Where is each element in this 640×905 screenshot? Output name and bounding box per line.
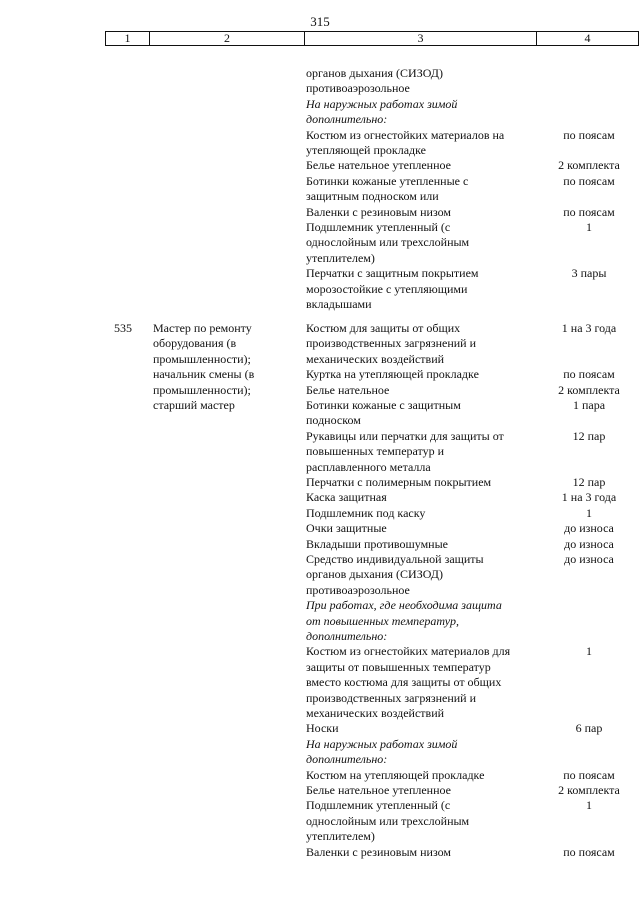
- issue-norm: 12 пар: [572, 428, 606, 443]
- protective-item: Подшлемник утепленный (с: [306, 220, 451, 234]
- protective-item: Подшлемник утепленный (с: [306, 798, 451, 813]
- issue-norm: 1: [586, 644, 592, 659]
- protective-item: Подшлемник под каску: [306, 505, 426, 520]
- protective-item: При работах, где необходима защита: [306, 598, 502, 613]
- protective-item: Куртка на утепляющей прокладке: [306, 367, 479, 382]
- protective-item: вкладышами: [306, 297, 372, 311]
- page-number: 315: [310, 14, 330, 29]
- protective-item: расплавленного металла: [306, 459, 431, 474]
- profession-name: промышленности);: [153, 351, 251, 366]
- profession-name: промышленности);: [153, 382, 251, 397]
- issue-norm: 2 комплекта: [558, 783, 620, 797]
- protective-item: защитным подноском или: [306, 189, 439, 204]
- protective-item: утеплителем): [306, 829, 375, 844]
- issue-norm: 1: [586, 798, 592, 813]
- protective-item: Перчатки с защитным покрытием: [306, 266, 479, 281]
- issue-norm: 12 пар: [572, 475, 606, 489]
- issue-norm: по поясам: [563, 127, 615, 142]
- issue-norm: 1 на 3 года: [561, 490, 617, 505]
- protective-item: утепляющей прокладке: [306, 143, 426, 157]
- protective-item: механических воздействий: [306, 351, 445, 366]
- protective-item: Ботинки кожаные утепленные с: [306, 173, 469, 188]
- issue-norm: до износа: [564, 536, 614, 551]
- protective-item: дополнительно:: [306, 629, 388, 643]
- issue-norm: по поясам: [563, 204, 615, 219]
- protective-item: органов дыхания (СИЗОД): [306, 567, 443, 582]
- protective-item: На наружных работах зимой: [306, 736, 458, 751]
- protective-item: морозостойкие с утепляющими: [306, 281, 468, 296]
- protective-item: Носки: [306, 721, 339, 736]
- issue-norm: 2 комплекта: [558, 382, 620, 397]
- protective-item: Костюм из огнестойких материалов для: [306, 644, 511, 659]
- issue-norm: до износа: [564, 552, 614, 566]
- issue-norm: 1 на 3 года: [561, 321, 617, 335]
- protective-item: Костюм на утепляющей прокладке: [306, 767, 485, 782]
- protective-item: однослойным или трехслойным: [306, 813, 470, 828]
- protective-item: Валенки с резиновым низом: [306, 844, 452, 859]
- issue-norm: 1: [586, 505, 592, 520]
- protective-item: Перчатки с полимерным покрытием: [306, 475, 492, 489]
- protective-item: Костюм из огнестойких материалов на: [306, 127, 505, 142]
- protective-item: Валенки с резиновым низом: [306, 204, 452, 219]
- protective-item: защиты от повышенных температур: [306, 659, 491, 674]
- protective-item: Белье нательное утепленное: [306, 158, 451, 173]
- protective-item: дополнительно:: [306, 752, 388, 767]
- issue-norm: 1 пара: [572, 398, 606, 412]
- issue-norm: по поясам: [563, 367, 615, 382]
- protective-item: Каска защитная: [306, 490, 387, 505]
- protective-item: Средство индивидуальной защиты: [306, 552, 484, 566]
- header-col-3: 3: [304, 31, 536, 46]
- protective-item: Белье нательное утепленное: [306, 783, 451, 797]
- issue-norm: до износа: [564, 521, 614, 536]
- profession-name: начальник смены (в: [153, 367, 255, 382]
- profession-name: старший мастер: [153, 398, 235, 412]
- issue-norm: по поясам: [563, 173, 615, 188]
- protective-item: органов дыхания (СИЗОД): [306, 66, 443, 80]
- issue-norm: 3 пары: [571, 266, 607, 281]
- protective-item: Вкладыши противошумные: [306, 536, 448, 551]
- issue-norm: 2 комплекта: [558, 158, 620, 173]
- protective-item: производственных загрязнений и: [306, 690, 477, 705]
- protective-item: противоаэрозольное: [306, 81, 410, 96]
- protective-item: однослойным или трехслойным: [306, 235, 470, 250]
- issue-norm: 1: [586, 220, 592, 234]
- protective-item: противоаэрозольное: [306, 582, 410, 597]
- protective-item: повышенных температур и: [306, 444, 445, 459]
- header-col-4: 4: [536, 31, 639, 46]
- protective-item: механических воздействий: [306, 706, 445, 720]
- protective-item: Белье нательное: [306, 382, 390, 397]
- profession-name: оборудования (в: [153, 336, 237, 351]
- issue-norm: по поясам: [563, 844, 615, 859]
- issue-norm: по поясам: [563, 767, 615, 782]
- entry-number: 535: [114, 321, 132, 335]
- protective-item: утеплителем): [306, 250, 375, 265]
- protective-item: Костюм для защиты от общих: [306, 321, 461, 335]
- protective-item: дополнительно:: [306, 112, 388, 127]
- protective-item: Очки защитные: [306, 521, 387, 536]
- protective-item: подноском: [306, 413, 361, 428]
- header-col-1: 1: [105, 31, 149, 46]
- protective-item: вместо костюма для защиты от общих: [306, 675, 502, 690]
- profession-name: Мастер по ремонту: [153, 321, 252, 335]
- header-col-2: 2: [149, 31, 304, 46]
- protective-item: Ботинки кожаные с защитным: [306, 398, 461, 412]
- table-header: [105, 31, 639, 46]
- protective-item: На наружных работах зимой: [306, 96, 458, 111]
- protective-item: производственных загрязнений и: [306, 336, 477, 351]
- issue-norm: 6 пар: [575, 721, 603, 736]
- protective-item: Рукавицы или перчатки для защиты от: [306, 428, 504, 443]
- protective-item: от повышенных температур,: [306, 613, 459, 628]
